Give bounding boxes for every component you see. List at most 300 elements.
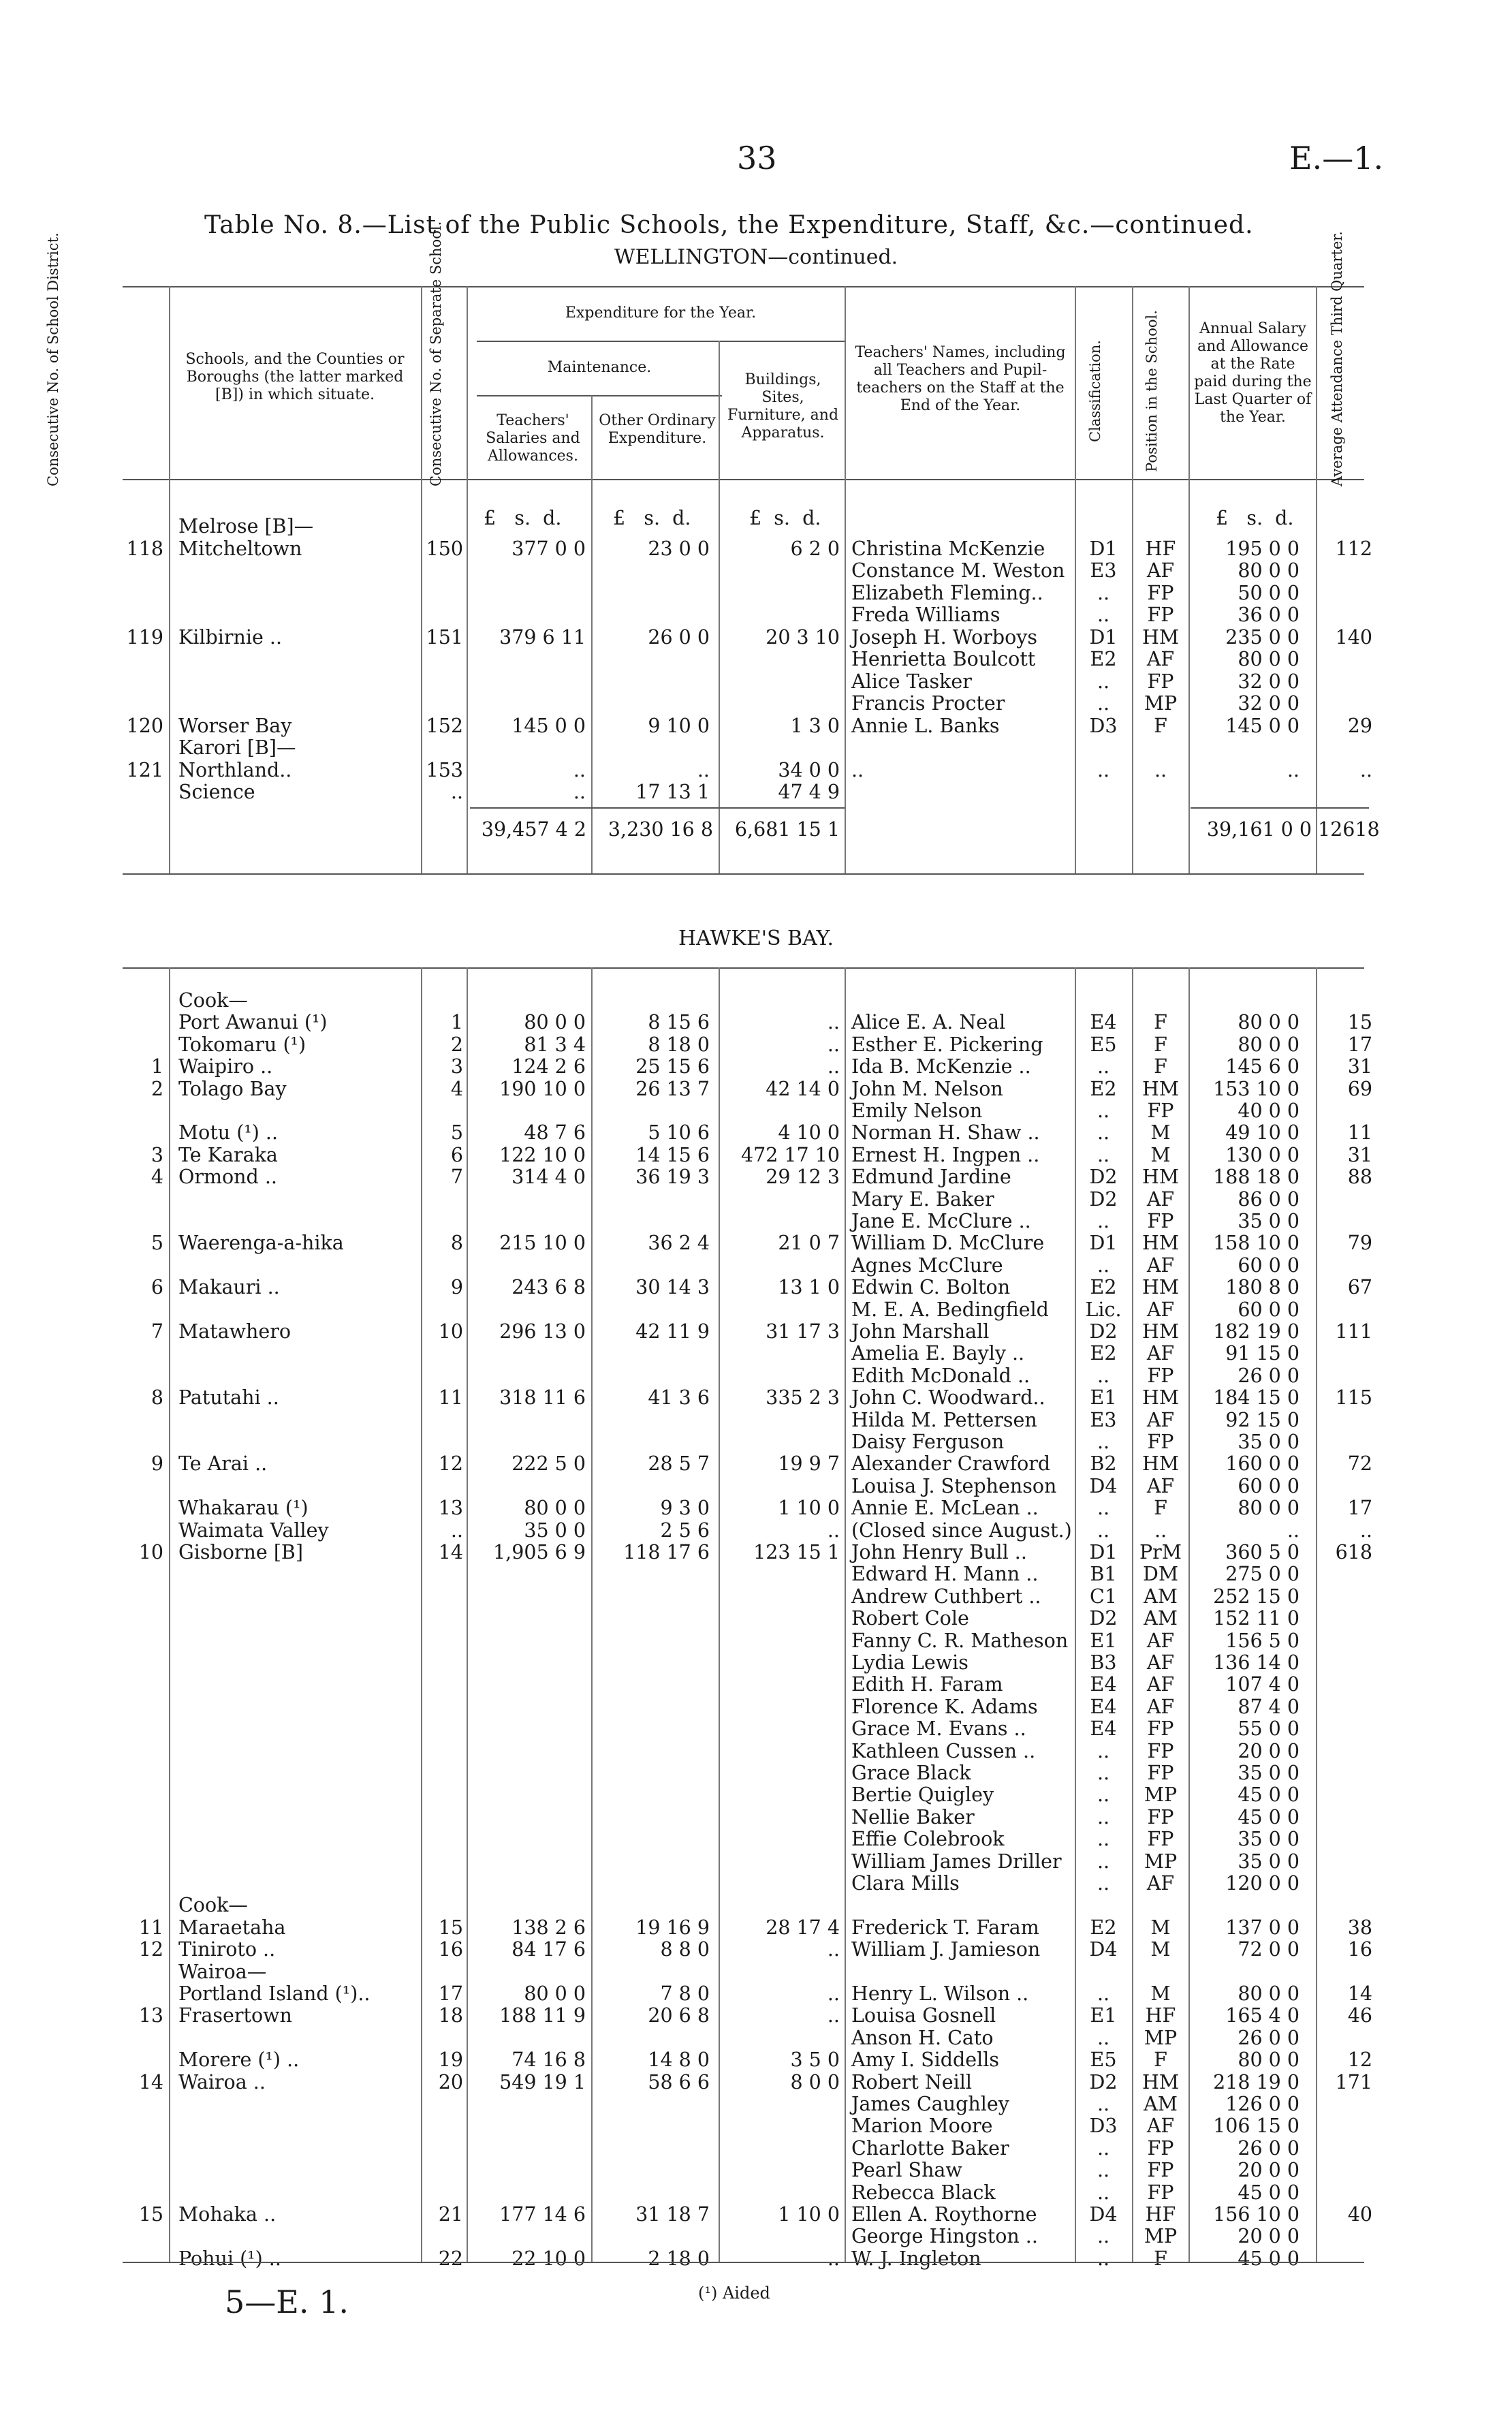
classification: E3 — [1090, 1408, 1117, 1431]
annual-salary: 45 0 0 — [1238, 2181, 1300, 2204]
buildings: 29 12 3 — [766, 1166, 840, 1189]
classification: E1 — [1090, 2004, 1117, 2027]
other-expenditure: 30 14 3 — [635, 1276, 710, 1299]
col-rule-5 — [719, 341, 720, 873]
annual-salary: 20 0 0 — [1238, 1739, 1300, 1762]
buildings: 1 10 0 — [778, 2203, 840, 2226]
teacher-name: Robert Neill — [851, 2070, 973, 2093]
attendance: 11 — [1347, 1121, 1372, 1144]
col-rule-10 — [1316, 286, 1317, 873]
other-expenditure: 25 15 6 — [635, 1055, 710, 1078]
classification: .. — [1097, 581, 1110, 604]
separate-no: 151 — [426, 625, 463, 649]
buildings: 34 0 0 — [778, 758, 840, 781]
teacher-name: William James Driller — [851, 1850, 1062, 1873]
position: HM — [1141, 1386, 1180, 1409]
district-no: 118 — [126, 537, 163, 560]
annual-salary: 218 19 0 — [1213, 2070, 1300, 2093]
school-name: Tokomaru (¹) — [178, 1033, 306, 1056]
position: F — [1154, 1055, 1167, 1078]
other-expenditure: 36 2 4 — [648, 1232, 710, 1255]
position: AF — [1146, 1474, 1175, 1497]
teacher-name: Christina McKenzie — [851, 537, 1045, 560]
classification: .. — [1097, 2159, 1110, 2182]
salaries: 318 11 6 — [499, 1386, 586, 1409]
teacher-name: Kathleen Cussen .. — [851, 1739, 1036, 1762]
salaries: 379 6 11 — [499, 625, 586, 649]
annual-salary: 165 4 0 — [1225, 2004, 1300, 2027]
teacher-name: Charlotte Baker — [851, 2136, 1009, 2160]
header-buildings: Buildings, Sites, Furniture, and Apparatus. — [727, 371, 839, 441]
teacher-name: Henrietta Boulcott — [851, 648, 1036, 670]
district-no: 11 — [138, 1916, 163, 1939]
separate-no: 7 — [450, 1166, 463, 1189]
attendance: 67 — [1347, 1276, 1372, 1299]
position: FP — [1147, 604, 1174, 626]
header-district-no: Consecutive No. of School District. — [45, 232, 61, 486]
teacher-name: Lydia Lewis — [851, 1651, 968, 1674]
school-name: Patutahi .. — [178, 1386, 279, 1409]
classification: .. — [1097, 1872, 1110, 1895]
classification: .. — [1097, 692, 1110, 715]
classification: .. — [1097, 2136, 1110, 2160]
district-no: 14 — [138, 2070, 163, 2093]
other-expenditure: 19 16 9 — [635, 1916, 710, 1939]
total-buildings: 6,681 15 1 — [734, 818, 840, 841]
attendance: 79 — [1347, 1232, 1372, 1255]
teacher-name: Ida B. McKenzie .. — [851, 1055, 1031, 1078]
other-expenditure: 2 5 6 — [660, 1518, 710, 1542]
currency-label: £ s. d. — [1216, 507, 1294, 529]
annual-salary: 80 0 0 — [1238, 2049, 1300, 2072]
annual-salary: 80 0 0 — [1238, 1011, 1300, 1034]
salaries: 296 13 0 — [499, 1320, 586, 1343]
teacher-name: Henry L. Wilson .. — [851, 1982, 1029, 2005]
teacher-name: W. J. Ingleton — [851, 2247, 981, 2270]
annual-salary: 156 5 0 — [1225, 1629, 1300, 1652]
col-rule — [719, 967, 720, 2262]
annual-salary: 35 0 0 — [1238, 1431, 1300, 1453]
header-salaries: Teachers' Salaries and Allowances. — [486, 412, 580, 465]
salaries: 243 6 8 — [511, 1276, 586, 1299]
separate-no: 13 — [438, 1497, 463, 1520]
school-name: Makauri .. — [178, 1276, 280, 1299]
position: FP — [1147, 1828, 1174, 1851]
teacher-name: Clara Mills — [851, 1872, 960, 1895]
attendance: 111 — [1335, 1320, 1372, 1343]
separate-no: 14 — [438, 1541, 463, 1563]
annual-salary: 60 0 0 — [1238, 1298, 1300, 1321]
classification: D2 — [1089, 1187, 1118, 1211]
annual-salary: 20 0 0 — [1238, 2159, 1300, 2182]
buildings: .. — [827, 1518, 840, 1542]
annual-salary: 182 19 0 — [1213, 1320, 1300, 1343]
annual-salary: 72 0 0 — [1238, 1938, 1300, 1961]
separate-no: 1 — [450, 1011, 463, 1034]
classification: E2 — [1090, 1077, 1117, 1100]
other-expenditure: 118 17 6 — [623, 1541, 710, 1563]
annual-salary: 60 0 0 — [1238, 1253, 1300, 1277]
col-rule — [1188, 967, 1190, 2262]
position: AF — [1146, 1695, 1175, 1718]
separate-no: 19 — [438, 2049, 463, 2072]
classification: E2 — [1090, 1916, 1117, 1939]
position: MP — [1144, 2225, 1178, 2248]
annual-salary: 36 0 0 — [1238, 604, 1300, 626]
position: AF — [1146, 559, 1175, 582]
separate-no: 11 — [438, 1386, 463, 1409]
teacher-name: John C. Woodward.. — [851, 1386, 1045, 1409]
classification: D1 — [1089, 1232, 1118, 1255]
salaries: 80 0 0 — [524, 1497, 586, 1520]
teacher-name: M. E. A. Bedingfield — [851, 1298, 1049, 1321]
buildings: .. — [827, 1982, 840, 2005]
classification: .. — [1097, 2093, 1110, 2115]
teacher-name: Constance M. Weston — [851, 559, 1065, 582]
annual-salary: 235 0 0 — [1225, 625, 1300, 649]
classification: E5 — [1090, 1033, 1117, 1056]
separate-no: 18 — [438, 2004, 463, 2027]
buildings: 31 17 3 — [766, 1320, 840, 1343]
separate-no: 17 — [438, 1982, 463, 2005]
classification: .. — [1097, 1762, 1110, 1784]
teacher-name: John Marshall — [851, 1320, 990, 1343]
position: HM — [1141, 1166, 1180, 1189]
total-other: 3,230 16 8 — [608, 818, 713, 841]
annual-salary: 80 0 0 — [1238, 1033, 1300, 1056]
position: AF — [1146, 1673, 1175, 1696]
school-name: Frasertown — [178, 2004, 292, 2027]
classification: B2 — [1090, 1452, 1117, 1476]
buildings: 8 0 0 — [790, 2070, 840, 2093]
school-name: Melrose [B]— — [178, 515, 314, 538]
position: PrM — [1139, 1541, 1182, 1563]
buildings: 335 2 3 — [766, 1386, 840, 1409]
school-name: Tolago Bay — [178, 1077, 287, 1100]
classification: .. — [1097, 2181, 1110, 2204]
buildings: 28 17 4 — [766, 1916, 840, 1939]
district-no: 9 — [151, 1452, 163, 1476]
teacher-name: Andrew Cuthbert .. — [851, 1585, 1041, 1608]
annual-salary: 35 0 0 — [1238, 1210, 1300, 1232]
total-annual: 39,161 0 0 — [1206, 818, 1312, 841]
position: AM — [1144, 2093, 1178, 2115]
position: AF — [1146, 1408, 1175, 1431]
classification: .. — [1097, 670, 1110, 693]
separate-no: 150 — [426, 537, 463, 560]
teacher-name: George Hingston .. — [851, 2225, 1038, 2248]
school-name: Whakarau (¹) — [178, 1497, 309, 1520]
position: FP — [1147, 1739, 1174, 1762]
annual-salary: 91 15 0 — [1225, 1342, 1300, 1365]
other-expenditure: 8 18 0 — [648, 1033, 710, 1056]
classification: C1 — [1090, 1585, 1117, 1608]
annual-salary: 130 0 0 — [1225, 1143, 1300, 1166]
school-name: Northland.. — [178, 758, 292, 781]
buildings: 6 2 0 — [790, 537, 840, 560]
classification: E3 — [1090, 559, 1117, 582]
col-rule — [591, 967, 593, 2262]
position: FP — [1147, 1762, 1174, 1784]
teacher-name: Rebecca Black — [851, 2181, 996, 2204]
position: AM — [1144, 1607, 1178, 1630]
col-rule-3 — [467, 286, 468, 873]
classification: .. — [1097, 1210, 1110, 1232]
buildings: 472 17 10 — [740, 1143, 840, 1166]
salaries: 81 3 4 — [524, 1033, 586, 1056]
classification: .. — [1097, 2247, 1110, 2270]
teacher-name: Bertie Quigley — [851, 1783, 994, 1807]
district-no: 2 — [151, 1077, 163, 1100]
district-no: 6 — [151, 1276, 163, 1299]
separate-no: 21 — [438, 2203, 463, 2226]
position: HF — [1145, 537, 1176, 560]
other-expenditure: 20 6 8 — [648, 2004, 710, 2027]
position: F — [1154, 1011, 1167, 1034]
teacher-name: Freda Williams — [851, 604, 1001, 626]
buildings: 1 10 0 — [778, 1497, 840, 1520]
annual-salary: .. — [1287, 758, 1300, 781]
other-expenditure: 17 13 1 — [635, 781, 710, 803]
position: F — [1154, 1033, 1167, 1056]
separate-no: .. — [450, 781, 463, 803]
separate-no: 152 — [426, 714, 463, 737]
header-position: Position in the School. — [1144, 310, 1160, 472]
classification: E2 — [1090, 1342, 1117, 1365]
position: F — [1154, 1497, 1167, 1520]
annual-salary: 80 0 0 — [1238, 648, 1300, 670]
classification: .. — [1097, 1143, 1110, 1166]
other-expenditure: 8 8 0 — [660, 1938, 710, 1961]
position: AF — [1146, 1342, 1175, 1365]
other-expenditure: 14 8 0 — [648, 2049, 710, 2072]
annual-salary: .. — [1287, 1518, 1300, 1542]
teacher-name: Alexander Crawford — [851, 1452, 1051, 1476]
position: MP — [1144, 1850, 1178, 1873]
other-expenditure: 23 0 0 — [648, 537, 710, 560]
classification: .. — [1097, 1518, 1110, 1542]
district-no: 8 — [151, 1386, 163, 1409]
teacher-name: Ernest H. Ingpen .. — [851, 1143, 1040, 1166]
teacher-name: Agnes McClure — [851, 1253, 1003, 1277]
annual-salary: 252 15 0 — [1213, 1585, 1300, 1608]
district-no: 10 — [138, 1541, 163, 1563]
position: FP — [1147, 2136, 1174, 2160]
teacher-name: James Caughley — [851, 2093, 1009, 2115]
position: FP — [1147, 2159, 1174, 2182]
teacher-name: Edwin C. Bolton — [851, 1276, 1011, 1299]
position: M — [1150, 1143, 1171, 1166]
attendance: 29 — [1347, 714, 1372, 737]
teacher-name: Joseph H. Worboys — [851, 625, 1037, 649]
buildings: 1 3 0 — [790, 714, 840, 737]
attendance: 72 — [1347, 1452, 1372, 1476]
district-no: 1 — [151, 1055, 163, 1078]
annual-salary: 80 0 0 — [1238, 1982, 1300, 2005]
school-name: Ormond .. — [178, 1166, 277, 1189]
total-salaries: 39,457 4 2 — [481, 818, 586, 841]
classification: .. — [1097, 1253, 1110, 1277]
separate-no: 2 — [450, 1033, 463, 1056]
other-expenditure: 58 6 6 — [648, 2070, 710, 2093]
position: .. — [1154, 758, 1167, 781]
maintenance-rule — [477, 395, 722, 396]
annual-salary: 195 0 0 — [1225, 537, 1300, 560]
classification: D2 — [1089, 1166, 1118, 1189]
position: AF — [1146, 1651, 1175, 1674]
section-rule — [123, 873, 1364, 875]
position: M — [1150, 1121, 1171, 1144]
teacher-name: Grace Black — [851, 1762, 971, 1784]
salaries: 138 2 6 — [511, 1916, 586, 1939]
classification: D3 — [1089, 714, 1118, 737]
teacher-name: (Closed since August.) — [851, 1518, 1072, 1542]
header-teachers: Teachers' Names, including all Teachers and Pupil-teachers on the Staff at the End of the Year. — [855, 344, 1066, 414]
annual-salary: 32 0 0 — [1238, 692, 1300, 715]
teacher-name: Annie E. McLean .. — [851, 1497, 1039, 1520]
other-expenditure: 26 13 7 — [635, 1077, 710, 1100]
school-name: Portland Island (¹).. — [178, 1982, 371, 2005]
salaries: .. — [573, 758, 586, 781]
school-name: Gisborne [B] — [178, 1541, 303, 1563]
buildings: 123 15 1 — [753, 1541, 840, 1563]
position: AF — [1146, 2115, 1175, 2138]
annual-salary: 106 15 0 — [1213, 2115, 1300, 2138]
salaries: 122 10 0 — [499, 1143, 586, 1166]
other-expenditure: .. — [697, 758, 710, 781]
position: FP — [1147, 1805, 1174, 1828]
annual-salary: 45 0 0 — [1238, 1783, 1300, 1807]
buildings: .. — [827, 2004, 840, 2027]
header-attendance: Average Attendance Third Quarter. — [1329, 231, 1345, 486]
school-name: Wairoa .. — [178, 2070, 266, 2093]
teacher-name: Jane E. McClure .. — [851, 1210, 1031, 1232]
buildings: .. — [827, 1938, 840, 1961]
col-rule — [467, 967, 468, 2262]
attendance: 31 — [1347, 1143, 1372, 1166]
position: AF — [1146, 1253, 1175, 1277]
classification: D4 — [1089, 1938, 1118, 1961]
classification: .. — [1097, 758, 1110, 781]
position: DM — [1142, 1563, 1179, 1586]
district-no: 13 — [138, 2004, 163, 2027]
position: FP — [1147, 1210, 1174, 1232]
teacher-name: Esther E. Pickering — [851, 1033, 1043, 1056]
classification: .. — [1097, 1497, 1110, 1520]
annual-salary: 35 0 0 — [1238, 1762, 1300, 1784]
other-expenditure: 41 3 6 — [648, 1386, 710, 1409]
separate-no: 6 — [450, 1143, 463, 1166]
region-heading-hawkes-bay: HAWKE'S BAY. — [678, 926, 834, 950]
classification: .. — [1097, 1850, 1110, 1873]
annual-salary: 120 0 0 — [1225, 1872, 1300, 1895]
total-attendance: 12618 — [1318, 818, 1380, 841]
other-expenditure: 8 15 6 — [648, 1011, 710, 1034]
salaries: 1,905 6 9 — [493, 1541, 586, 1563]
classification: D4 — [1089, 2203, 1118, 2226]
school-name: Waerenga-a-hika — [178, 1232, 344, 1255]
classification: D1 — [1089, 625, 1118, 649]
salaries: 48 7 6 — [524, 1121, 586, 1144]
salaries: 22 10 0 — [511, 2247, 586, 2270]
separate-no: 12 — [438, 1452, 463, 1476]
classification: .. — [1097, 1100, 1110, 1122]
salaries: 188 11 9 — [499, 2004, 586, 2027]
separate-no: 15 — [438, 1916, 463, 1939]
attendance: 140 — [1335, 625, 1372, 649]
position: .. — [1154, 1518, 1167, 1542]
position: HM — [1141, 1276, 1180, 1299]
attendance: 115 — [1335, 1386, 1372, 1409]
bottom-rule — [123, 2262, 1364, 2263]
teacher-name: Elizabeth Fleming.. — [851, 581, 1043, 604]
attendance: 15 — [1347, 1011, 1372, 1034]
attendance: 12 — [1347, 2049, 1372, 2072]
annual-salary: 35 0 0 — [1238, 1828, 1300, 1851]
buildings: .. — [827, 1055, 840, 1078]
school-name: Te Karaka — [178, 1143, 278, 1166]
classification: .. — [1097, 2225, 1110, 2248]
position: HM — [1141, 1452, 1180, 1476]
school-name: Waipiro .. — [178, 1055, 273, 1078]
separate-no: .. — [450, 1518, 463, 1542]
teacher-name: William J. Jamieson — [851, 1938, 1041, 1961]
classification: E5 — [1090, 2049, 1117, 2072]
col-rule-9 — [1188, 286, 1190, 873]
classification: .. — [1097, 1828, 1110, 1851]
other-expenditure: 28 5 7 — [648, 1452, 710, 1476]
annual-salary: 60 0 0 — [1238, 1474, 1300, 1497]
footer-code: 5—E. 1. — [225, 2284, 349, 2320]
position: AF — [1146, 648, 1175, 670]
annual-salary: 160 0 0 — [1225, 1452, 1300, 1476]
classification: .. — [1097, 1055, 1110, 1078]
teacher-name: Robert Cole — [851, 1607, 969, 1630]
teacher-name: Louisa J. Stephenson — [851, 1474, 1057, 1497]
header-classification: Classification. — [1087, 340, 1103, 442]
teacher-name: Hilda M. Pettersen — [851, 1408, 1037, 1431]
school-name: Worser Bay — [178, 714, 292, 737]
separate-no: 3 — [450, 1055, 463, 1078]
annual-salary: 26 0 0 — [1238, 2026, 1300, 2049]
header-expenditure: Expenditure for the Year. — [565, 305, 757, 322]
classification: D2 — [1089, 1607, 1118, 1630]
salaries: 80 0 0 — [524, 1982, 586, 2005]
position: F — [1154, 2049, 1167, 2072]
annual-salary: 45 0 0 — [1238, 1805, 1300, 1828]
other-expenditure: 26 0 0 — [648, 625, 710, 649]
annual-salary: 360 5 0 — [1225, 1541, 1300, 1563]
attendance: 31 — [1347, 1055, 1372, 1078]
classification: .. — [1097, 1431, 1110, 1453]
attendance: 38 — [1347, 1916, 1372, 1939]
district-no: 121 — [126, 758, 163, 781]
position: HM — [1141, 625, 1180, 649]
classification: .. — [1097, 1364, 1110, 1387]
annual-salary: 40 0 0 — [1238, 1100, 1300, 1122]
hawkes-top-rule — [123, 967, 1364, 969]
classification: E1 — [1090, 1386, 1117, 1409]
classification: .. — [1097, 1121, 1110, 1144]
annual-salary: 80 0 0 — [1238, 1497, 1300, 1520]
other-expenditure: 36 19 3 — [635, 1166, 710, 1189]
classification: .. — [1097, 2026, 1110, 2049]
teacher-name: Frederick T. Faram — [851, 1916, 1039, 1939]
header-bottom-rule — [123, 479, 1364, 480]
classification: .. — [1097, 1783, 1110, 1807]
position: M — [1150, 1938, 1171, 1961]
position: HF — [1145, 2004, 1176, 2027]
